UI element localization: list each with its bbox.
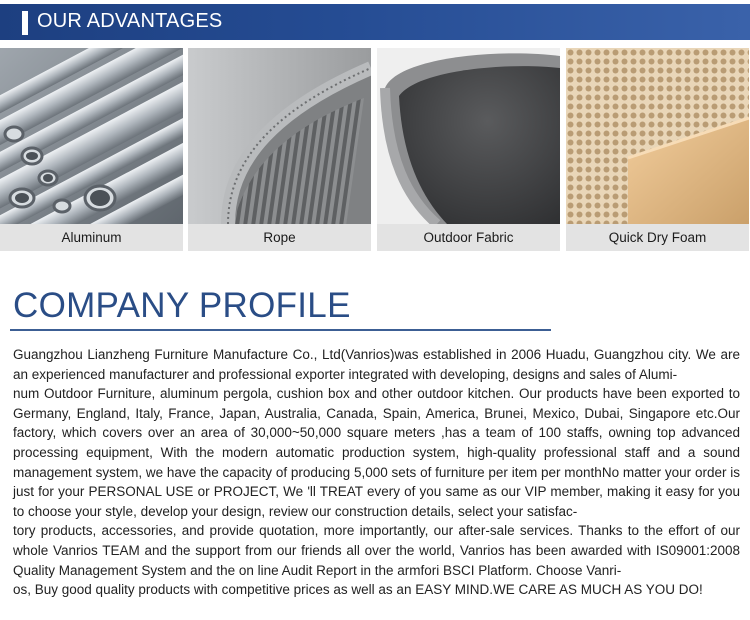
advantages-banner xyxy=(0,4,750,40)
title-underline xyxy=(10,329,551,331)
material-label-aluminum: Aluminum xyxy=(0,224,183,251)
material-card-quick-dry-foam xyxy=(566,48,749,251)
advantages-title: OUR ADVANTAGES xyxy=(37,10,223,32)
aluminum-tubes-image xyxy=(0,48,183,224)
rope-chair-image xyxy=(188,48,371,224)
material-label-rope: Rope xyxy=(188,224,371,251)
material-card-outdoor-fabric xyxy=(377,48,560,251)
company-profile-title: COMPANY PROFILE xyxy=(13,286,351,325)
material-label-outdoor-fabric: Outdoor Fabric xyxy=(377,224,560,251)
material-card-rope xyxy=(188,48,371,251)
material-card-aluminum xyxy=(0,48,183,251)
quick-dry-foam-image xyxy=(566,48,749,224)
material-label-quick-dry-foam: Quick Dry Foam xyxy=(566,224,749,251)
company-profile-text: Guangzhou Lianzheng Furniture Manufacture Co., Ltd(Vanrios)was established in 2006 Huadu, Guangzhou city. We are an experienced manufacturer and professional exporter integrated with developing, designs and sales of Alumi- num Outdoor Furniture, aluminum pergola, cushion box and other outdoor kitchen. Our products have been exported to Germany, England, Italy, France, Japan, Australia, Canada, Spain, America, Brunei, Mexico, Dubai, Singapore etc.Our factory, which covers over an area of 30,000~50,000 square meters ,has a team of 100 staffs, owning top advanced processing equipment, With the modern automatic production system, high-quality professional staff and a sound management system, we have the capacity of producing 5,000 sets of furniture per item per monthNo matter your order is just for your PERSONAL USE or PROJECT, We 'll TREAT every of you same as our VIP member, making it easy for you to choose your style, develop your design, review our construction details, select your satisfac- tory products, accessories, and provide quotation, more importantly, our after-sale services. Thanks to the effort of our whole Vanrios TEAM and the support from our friends all over the world, Vanrios has been awarded with IS09001:2008 Quality Management System and the on line Audit Report in the armfori BSCI Platform. Choose Vanri- os, Buy good quality products with competitive prices as well as an EASY MIND.WE CARE AS MUCH AS YOU DO! xyxy=(13,347,740,598)
banner-accent-bar xyxy=(22,11,28,35)
outdoor-fabric-image xyxy=(377,48,560,224)
